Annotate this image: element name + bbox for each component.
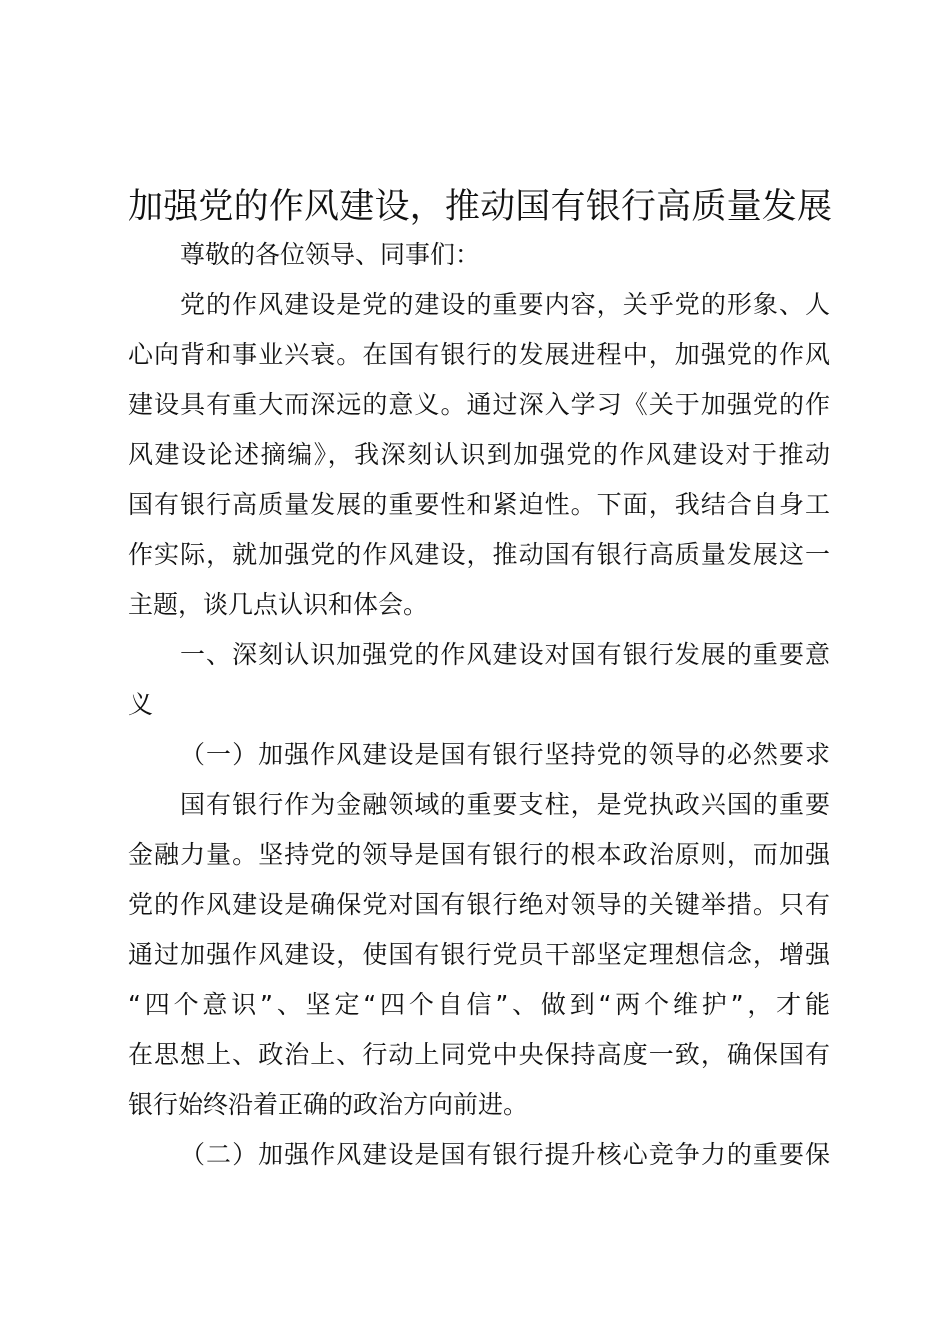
paragraph-line: 作实际，就加强党的作风建设，推动国有银行高质量发展这一 [128, 540, 830, 569]
paragraph-line: 国有银行作为金融领域的重要支柱，是党执政兴国的重要 [180, 790, 830, 819]
paragraph-line: 风建设论述摘编》，我深刻认识到加强党的作风建设对于推动 [128, 440, 830, 469]
paragraph-line: 国有银行高质量发展的重要性和紧迫性。下面，我结合自身工 [128, 490, 830, 519]
paragraph-line: 银行始终沿着正确的政治方向前进。 [128, 1090, 529, 1119]
section-heading: 义 [128, 690, 154, 719]
paragraph-line: 心向背和事业兴衰。在国有银行的发展进程中，加强党的作风 [128, 340, 830, 369]
salutation: 尊敬的各位领导、同事们： [180, 240, 481, 269]
paragraph-line: 通过加强作风建设，使国有银行党员干部坚定理想信念，增强 [128, 940, 830, 969]
paragraph-line: 在思想上、政治上、行动上同党中央保持高度一致，确保国有 [128, 1040, 830, 1069]
subsection-heading: （一）加强作风建设是国有银行坚持党的领导的必然要求 [180, 740, 830, 769]
paragraph-line: 党的作风建设是确保党对国有银行绝对领导的关键举措。只有 [128, 890, 830, 919]
paragraph-line: 主题，谈几点认识和体会。 [128, 590, 429, 619]
document-title: 加强党的作风建设，推动国有银行高质量发展 [128, 187, 832, 227]
subsection-heading: （二）加强作风建设是国有银行提升核心竞争力的重要保 [180, 1140, 830, 1169]
paragraph-line: 金融力量。坚持党的领导是国有银行的根本政治原则，而加强 [128, 840, 830, 869]
paragraph-line: “四个意识”、坚定“四个自信”、做到“两个维护”，才能 [128, 990, 830, 1019]
paragraph-line: 建设具有重大而深远的意义。通过深入学习《关于加强党的作 [128, 390, 830, 419]
section-heading: 一、深刻认识加强党的作风建设对国有银行发展的重要意 [180, 640, 830, 669]
paragraph-line: 党的作风建设是党的建设的重要内容，关乎党的形象、人 [180, 290, 830, 319]
document-body [128, 230, 830, 1180]
